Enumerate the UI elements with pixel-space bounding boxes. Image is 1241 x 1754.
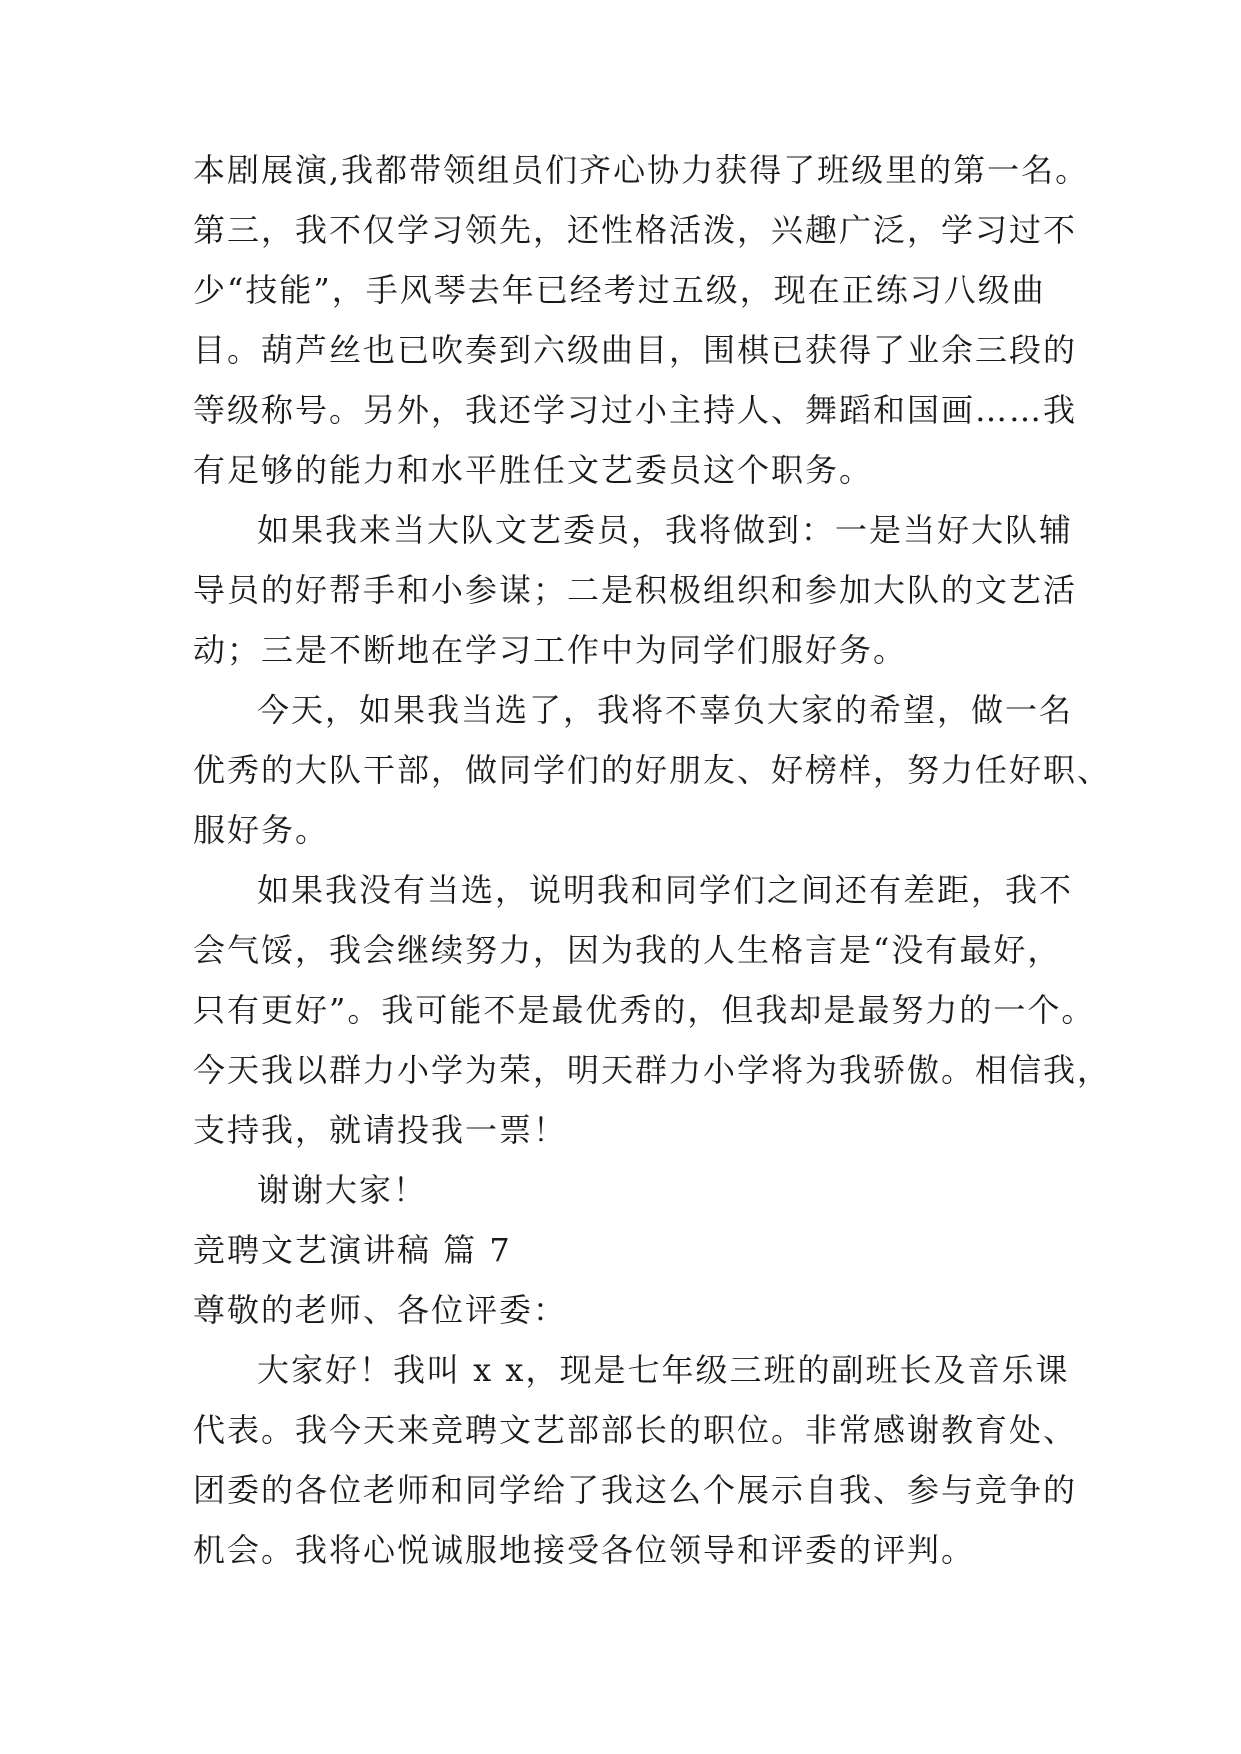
text-line: 今天我以群力小学为荣，明天群力小学将为我骄傲。相信我，: [193, 1051, 1112, 1089]
text-line: 机会。我将心悦诚服地接受各位领导和评委的评判。: [193, 1531, 976, 1569]
text-line: 如果我来当大队文艺委员，我将做到：一是当好大队辅: [257, 511, 1074, 549]
text-line: 第三，我不仅学习领先，还性格活泼，兴趣广泛，学习过不: [193, 211, 1078, 249]
text-line: 只有更好”。我可能不是最优秀的，但我却是最努力的一个。: [193, 991, 1096, 1029]
text-line: 今天，如果我当选了，我将不辜负大家的希望，做一名: [257, 691, 1074, 729]
salutation: 尊敬的老师、各位评委：: [193, 1291, 568, 1329]
text-line: 会气馁，我会继续努力，因为我的人生格言是“没有最好，: [193, 931, 1062, 969]
text-line: 代表。我今天来竞聘文艺部部长的职位。非常感谢教育处、: [193, 1411, 1078, 1449]
text-line: 动；三是不断地在学习工作中为同学们服好务。: [193, 631, 908, 669]
text-line: 服好务。: [193, 811, 330, 849]
text-line: 有足够的能力和水平胜任文艺委员这个职务。: [193, 451, 874, 489]
text-line: 大家好！我叫 x x，现是七年级三班的副班长及音乐课: [257, 1351, 1070, 1389]
text-line: 团委的各位老师和同学给了我这么个展示自我、参与竞争的: [193, 1471, 1078, 1509]
text-line: 本剧展演,我都带领组员们齐心协力获得了班级里的第一名。: [193, 151, 1090, 189]
text-line: 谢谢大家！: [257, 1171, 428, 1209]
text-line: 导员的好帮手和小参谋；二是积极组织和参加大队的文艺活: [193, 571, 1078, 609]
text-line: 等级称号。另外，我还学习过小主持人、舞蹈和国画……我: [193, 391, 1078, 429]
section-heading: 竞聘文艺演讲稿 篇 7: [193, 1231, 512, 1269]
text-line: 少“技能”，手风琴去年已经考过五级，现在正练习八级曲: [193, 271, 1046, 309]
text-line: 支持我，就请投我一票！: [193, 1111, 568, 1149]
text-line: 如果我没有当选，说明我和同学们之间还有差距，我不: [257, 871, 1074, 909]
text-line: 目。葫芦丝也已吹奏到六级曲目，围棋已获得了业余三段的: [193, 331, 1078, 369]
text-line: 优秀的大队干部，做同学们的好朋友、好榜样，努力任好职、: [193, 751, 1112, 789]
